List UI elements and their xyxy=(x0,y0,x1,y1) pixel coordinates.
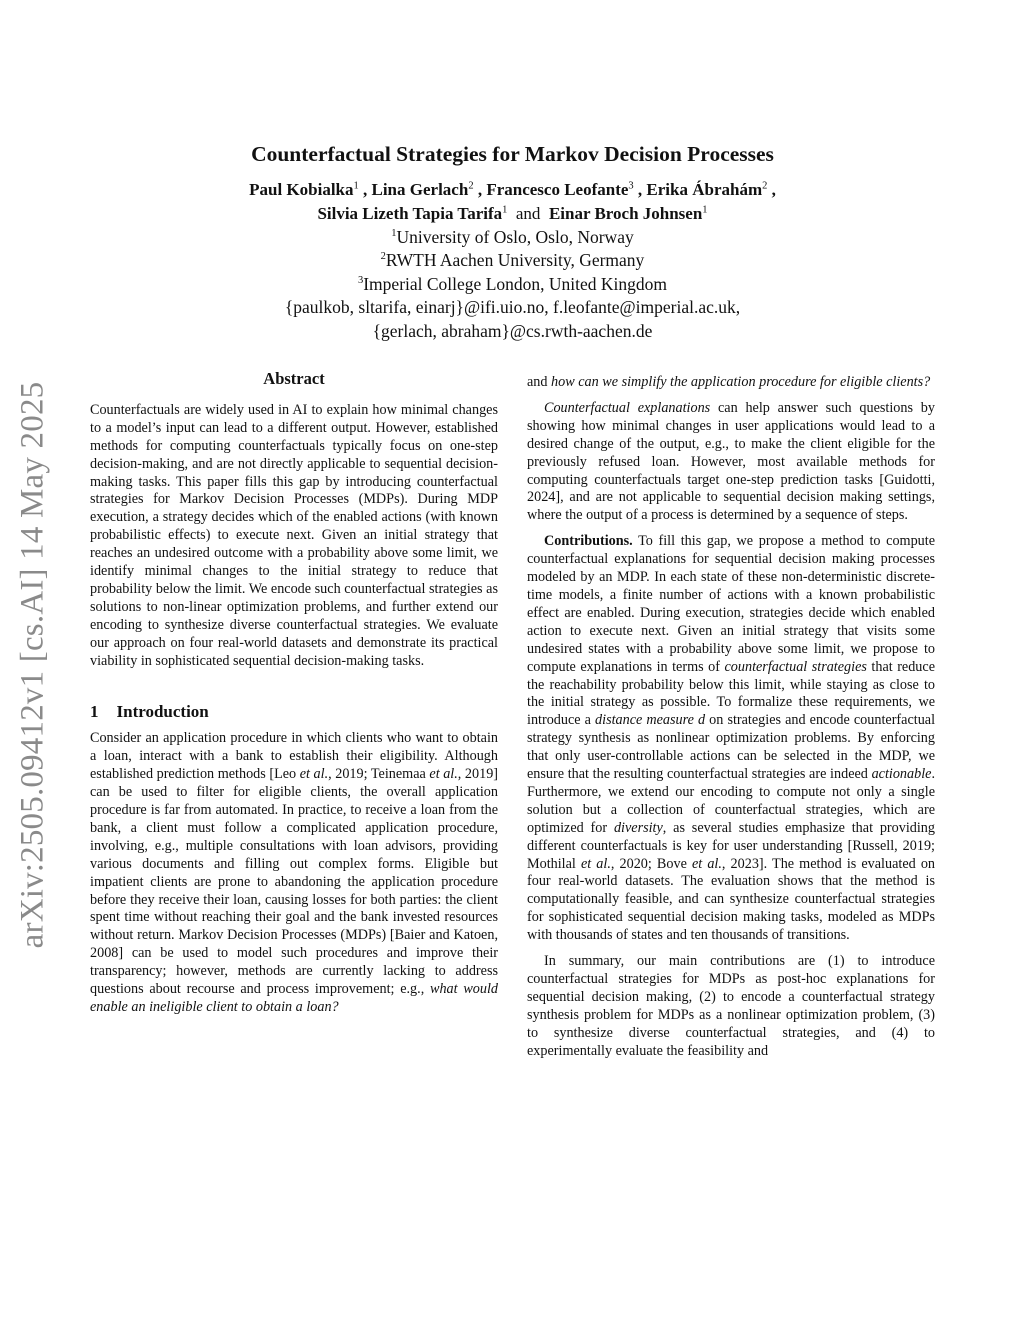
emphasis: et al. xyxy=(580,855,611,872)
author-affiliation-mark: 1 xyxy=(702,204,708,216)
author-conjunction: and xyxy=(515,203,541,223)
text-run: . Furthermore, we extend our encoding to compute not only a single solution but a collection of counterfactual strategies, which are optimized for xyxy=(527,766,935,836)
text-run: , 2023]. The method is evaluated on four real-world datasets. The evaluation shows that the method is computationally feasible, and can synthesize counterfactual strategies for sophisticated sequential decision making tasks, modeled as MDPs with thousands of states and ten thousands of transitions. xyxy=(527,855,936,944)
affiliation-text: Imperial College London, United Kingdom xyxy=(363,273,667,294)
emphasis: et al. xyxy=(429,766,458,783)
summary-paragraph: In summary, our main contributions are (1) to introduce counterfactual strategies for MDPs as post-hoc explanations for sequential decision making, (2) to encode a counterfactual strategy synthesis problem for MDPs as a nonlinear optimization problem, (3) to synthesize diverse counterfactual strategies, and (4) to experimentally evaluate the feasibility and xyxy=(527,953,935,1059)
affiliation-mark: 2 xyxy=(380,251,386,263)
abstract-text: Counterfactuals are widely used in AI to explain how minimal changes to a model’s input can lead to a different output. However, established methods for computing counterfactuals typically focus on one-step decision-making, and are not directly applicable to sequential decision-making tasks. This paper fills this gap by introducing counterfactual strategies for Markov Decision Processes (MDPs). During MDP execution, a strategy decides which of the enabled actions (with known probabilistic effects) to execute next. Given an initial strategy that reaches an undesired outcome with a probability above some limit, we identify minimal changes to the initial strategy to reduce that probability below the limit. We encode such counterfactual strategies as solutions to non-linear optimization problems, and further extend our encoding to synthesize diverse counterfactual strategies. We evaluate our approach on four real-world datasets and demonstrate its practical viability in sophisticated sequential decision-making tasks. xyxy=(90,401,498,669)
paper-title: Counterfactual Strategies for Markov Decision Processes xyxy=(251,142,774,166)
affiliation-1 xyxy=(90,226,935,250)
text-run: and xyxy=(527,374,552,390)
affiliation-text: University of Oslo, Oslo, Norway xyxy=(396,226,634,247)
author-name: Einar Broch Johnsen xyxy=(548,203,703,223)
author-name: Lina Gerlach xyxy=(371,179,469,199)
text-run: can help answer such questions by showing how minimal changes in user applications would lead to a desired change of the output, e.g., to make the client eligible for the previously refused loan. However, most available methods for computing counterfactuals target one-step prediction tasks [Guidotti, 2024], and are not applicable to sequential decision making settings, where the output of a process is determined by a sequence of steps. xyxy=(527,399,935,524)
arxiv-identifier: arXiv:2505.09412v1 [cs.AI] 14 May 2025 xyxy=(14,381,51,949)
paper-header xyxy=(90,142,935,343)
paragraph-label: Contributions. xyxy=(544,533,633,550)
affiliation-mark: 3 xyxy=(357,274,364,286)
emphasis-term: distance measure xyxy=(595,712,694,729)
text-run: , 2020; Bove xyxy=(610,855,692,872)
text-run: , 2019; Teinemaa xyxy=(328,766,430,783)
math-variable: d xyxy=(698,712,706,729)
authors-line-2 xyxy=(90,202,935,226)
emphasis-question: how can we simplify the application procedure for eligible clients? xyxy=(551,374,931,390)
section-heading xyxy=(90,703,498,721)
emphasis: et al. xyxy=(299,766,329,783)
author-name: Paul Kobialka xyxy=(249,179,354,199)
email-line-1: {paulkob, sltarifa, einarj}@ifi.uio.no, f.leofante@imperial.ac.uk, xyxy=(284,297,741,318)
author-affiliation-mark: 2 xyxy=(468,180,474,192)
intro-paragraph-1 xyxy=(90,730,498,1017)
emphasis-term: Counterfactual explanations xyxy=(544,399,711,416)
emphasis-term: actionable xyxy=(871,766,932,783)
section-number: 1 xyxy=(90,701,99,721)
author-name: Francesco Leofante xyxy=(486,179,629,199)
intro-paragraph-2 xyxy=(527,400,935,525)
affiliation-text: RWTH Aachen University, Germany xyxy=(385,250,645,271)
emphasis-term: diversity xyxy=(613,819,663,836)
text-run: on strategies and encode counterfactual strategy synthesis as nonlinear optimization problems. By enforcing that only user-controllable actions can be selected in the MDP, we ensure that the resulting counterfactual strategies are indeed xyxy=(527,712,936,783)
author-affiliation-mark: 3 xyxy=(628,180,634,192)
text-run: , as several studies emphasize that providing different counterfactuals is key for user understanding [Russell, 2019; Mothilal xyxy=(527,819,935,872)
text-run: To fill this gap, we propose a method to compute counterfactual explanations for sequential decision making processes modeled by an MDP. In each state of these non-deterministic discrete-time models, a finite number of actions with a known probabilistic effect are enabled. During execution, strategies decide which enabled action to execute next. Given an initial strategy that visits some undesired states with a probability above some limit, we propose to compute explanations in terms of xyxy=(527,533,935,675)
contributions-paragraph xyxy=(527,533,935,945)
emphasis-question: what would enable an ineligible client to obtain a loan? xyxy=(90,981,498,1015)
intro-paragraph-1-continued xyxy=(527,374,935,392)
authors-line-1: Paul Kobialka$^1$ , Lina Gerlach$^2$ , Francesco Leofante$^3$ , Erika Ábrahám$^2$ , xyxy=(249,179,776,199)
right-column xyxy=(527,374,935,1061)
author-name: Silvia Lizeth Tapia Tarifa xyxy=(317,203,503,223)
affiliation-mark: 1 xyxy=(391,227,397,239)
section-title: Introduction xyxy=(116,701,209,721)
abstract-heading: Abstract xyxy=(263,369,325,388)
text-run: , 2019] can be used to filter for eligible clients, the overall application procedure is far from automated. In practice, to receive a loan from the bank, a client must follow a complicated application procedure, involving, e.g., multiple consultations with loan advisors, providing various documents and filling out complex forms. Eligible but impatient clients are prone to abandoning the application procedure before they receive their loan, causing losses for both parties: the client spent time without reaching their goal and the bank invested resources without return. Markov Decision Processes (MDPs) [Baier and Katoen, 2008] can be used to model such procedures and improve their transparency; however, methods are currently lacking to address questions about recourse and process improvement; e.g., xyxy=(90,766,499,998)
author-name: Erika Ábrahám xyxy=(646,179,763,199)
author-affiliation-mark: 2 xyxy=(762,180,768,192)
text-run: that reduce the reachability probability below this limit, while staying as close to the initial strategy as possible. To formalize these requirements, we introduce a xyxy=(527,658,935,729)
left-column xyxy=(90,370,498,1017)
email-line-2: {gerlach, abraham}@cs.rwth-aachen.de xyxy=(372,320,653,341)
author-affiliation-mark: 1 xyxy=(353,180,359,192)
affiliation-3 xyxy=(90,273,935,297)
affiliation-2 xyxy=(90,249,935,273)
author-affiliation-mark: 1 xyxy=(502,204,508,216)
emphasis: et al. xyxy=(691,855,722,872)
text-run: Consider an application procedure in which clients who want to obtain a loan, interact with a bank to establish their eligibility. Although established prediction methods [Leo xyxy=(90,730,498,783)
emphasis-term: counterfactual strategies xyxy=(724,658,867,675)
arxiv-sidebar xyxy=(8,370,58,960)
